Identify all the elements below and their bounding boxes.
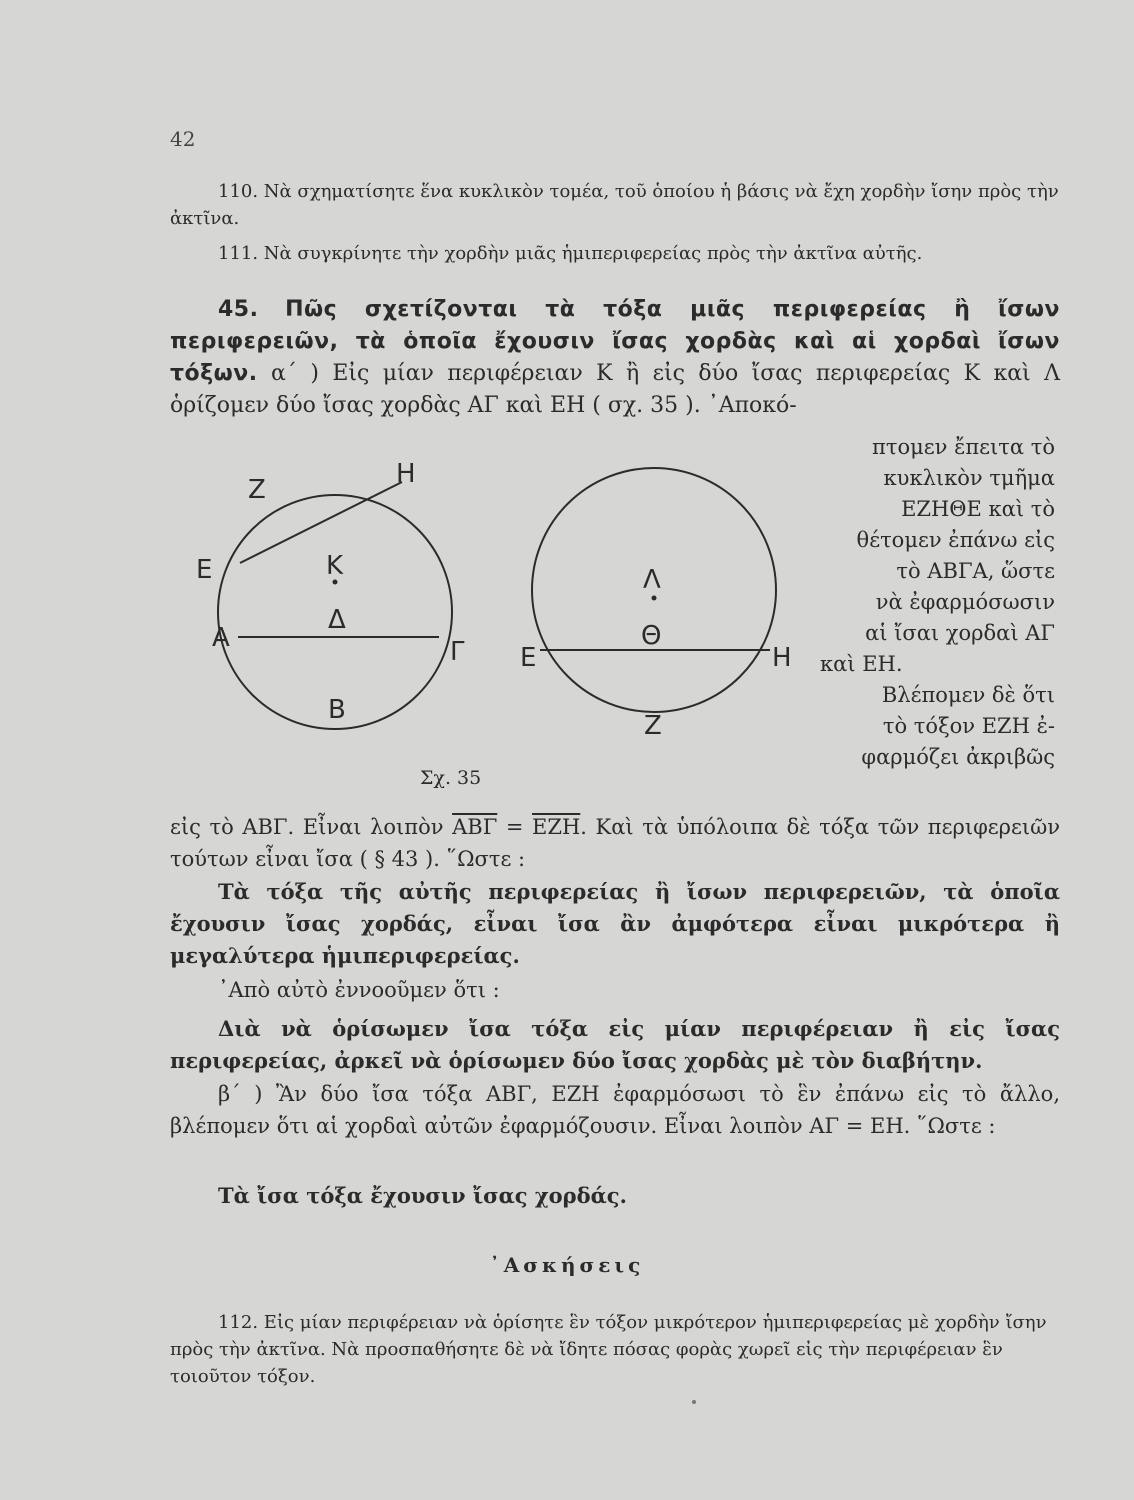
label-e: E — [196, 555, 213, 585]
label-h2: H — [772, 643, 792, 673]
side-line: θέτομεν ἐπάνω εἰς — [856, 528, 1055, 552]
label-gamma: Γ — [450, 637, 465, 667]
paragraph-b: β΄ ) Ἂν δύο ἴσα τόξα ΑΒΓ, ΕΖΗ ἐφαρμόσωσι τὸ ἓν ἐπάνω εἰς τὸ ἄλλο, βλέπομεν ὅτι αἱ χορδαὶ αὐτῶν ἐφαρμόζουσιν. Εἶναι λοιπὸν ΑΓ = ΕΗ. ῞Ωστε : — [170, 1082, 1060, 1138]
exercise-112: 112. Εἰς μίαν περιφέρειαν νὰ ὁρίσητε ἓν τόξον μικρότερον ἡμιπεριφερείας μὲ χορδὴν ἴσην πρὸς τὴν ἀκτῖνα. Νὰ προσπαθήσητε δὲ νὰ ἴδητε πόσας φορὰς χωρεῖ εἰς τὴν περιφέρειαν ἓν τοιοῦτον τόξον. — [170, 1312, 1047, 1387]
side-line: τὸ ΑΒΓΑ, ὥστε — [896, 559, 1055, 583]
page-number: 42 — [170, 127, 196, 151]
label-delta: Δ — [328, 605, 346, 635]
label-h: H — [396, 460, 416, 489]
side-line: νὰ ἐφαρμόσωσιν — [875, 590, 1055, 614]
text-run: . Καὶ τὰ ὑπόλοιπα δὲ τόξα τῶν περιφερειῶν τούτων εἶναι ἴσα ( § 43 ). ῞Ωστε : — [170, 815, 1061, 871]
side-line: τὸ τόξον ΕΖΗ ἐ- — [882, 714, 1055, 738]
side-line: πτομεν ἔπειτα τὸ — [872, 435, 1055, 459]
exercise-110: 110. Νὰ σχηματίσητε ἕνα κυκλικὸν τομέα, τοῦ ὁποίου ἡ βάσις νὰ ἔχη χορδὴν ἴσην πρὸς τὴν ἀκτῖνα. — [170, 181, 1059, 229]
theorem-1: Τὰ τόξα τῆς αὐτῆς περιφερείας ἢ ἴσων περιφερειῶν, τὰ ὁποῖα ἔχουσιν ἴσας χορδάς, εἶναι ἴσα ἂν ἀμφότερα εἶναι μικρότερα ἢ μεγαλύτερα ἡμιπεριφερείας. — [170, 879, 1060, 968]
label-theta: Θ — [641, 621, 662, 651]
label-z2: Z — [644, 711, 662, 741]
side-line: Βλέπομεν δὲ ὅτι — [881, 683, 1055, 707]
section-title: Πῶς σχετίζονται τὰ τόξα μιᾶς περιφερείας ἢ ἴσων περιφερειῶν, τὰ ὁποῖα ἔχουσιν ἴσας χορδὰς καὶ αἱ χορδαὶ ἴσων τόξων. — [170, 297, 1060, 386]
side-text — [820, 432, 1055, 773]
side-line: καὶ ΕΗ. — [820, 652, 903, 676]
section-number: 45. — [218, 297, 259, 322]
arc-ezh: $\overline{EZH}$ — [532, 815, 581, 839]
side-line: αἱ ἴσαι χορδαὶ ΑΓ — [865, 621, 1055, 645]
arc-abg: $\overline{AB\Gamma}$ — [452, 815, 498, 839]
section-intro: α΄ ) Εἰς μίαν περιφέρειαν Κ ἢ εἰς δύο ἴσας περιφερείας Κ καὶ Λ ὁρίζομεν δύο ἴσας χορδὰς ΑΓ καὶ ΕΗ ( σχ. 35 ). ᾿Αποκό- — [170, 361, 1060, 418]
label-z: Z — [248, 475, 266, 505]
label-b: B — [328, 695, 346, 725]
figure-caption: Σχ. 35 — [420, 767, 482, 789]
theorem-3: Τὰ ἴσα τόξα ἔχουσιν ἴσας χορδάς. — [218, 1183, 627, 1208]
center-l-dot — [652, 596, 657, 601]
note-line: ᾿Απὸ αὐτὸ ἐννοοῦμεν ὅτι : — [218, 978, 500, 1002]
label-a: A — [212, 623, 230, 653]
section-45 — [170, 294, 1060, 422]
figure-35 — [190, 460, 810, 750]
side-line: φαρμόζει ἀκριβῶς — [861, 745, 1055, 769]
theorem-2: Διὰ νὰ ὁρίσωμεν ἴσα τόξα εἰς μίαν περιφέρειαν ἢ εἰς ἴσας περιφερείας, ἀρκεῖ νὰ ὁρίσωμεν δύο ἴσας χορδὰς μὲ τὸν διαβήτην. — [170, 1016, 1060, 1073]
speck — [692, 1400, 696, 1404]
label-e2: E — [520, 643, 537, 673]
label-k: Κ — [326, 551, 344, 581]
side-line: ΕΖΗΘΕ καὶ τὸ — [901, 497, 1055, 521]
paragraph-conclusion — [170, 811, 1060, 875]
exercise-111: 111. Νὰ συγκρίνητε τὴν χορδὴν μιᾶς ἡμιπεριφερείας πρὸς τὴν ἀκτῖνα αὐτῆς. — [218, 243, 923, 264]
label-lambda: Λ — [643, 565, 661, 595]
equals-sign: = — [497, 815, 533, 839]
text-run: εἰς τὸ ΑΒΓ. Εἶναι λοιπὸν — [170, 815, 453, 839]
exercises-heading: ᾿Ασκήσεις — [489, 1253, 645, 1277]
side-line: κυκλικὸν τμῆμα — [883, 466, 1055, 490]
